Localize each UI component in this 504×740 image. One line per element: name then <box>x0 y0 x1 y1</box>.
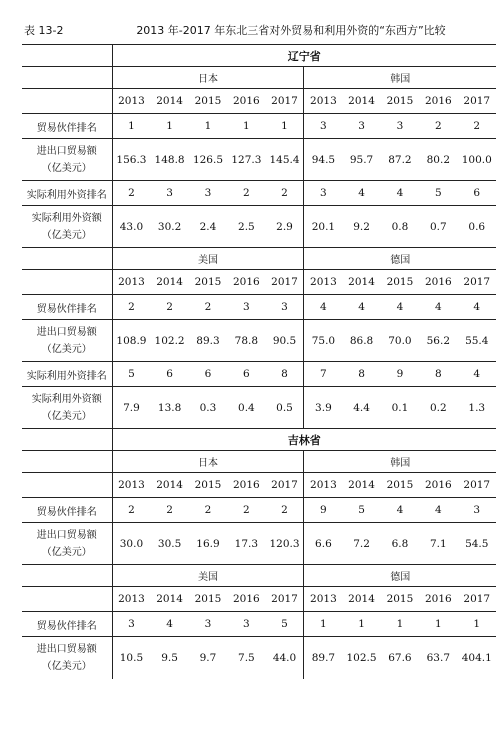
corner-cell <box>22 67 112 89</box>
row-label-unit: （亿美元） <box>41 410 92 422</box>
row-label <box>22 139 112 181</box>
data-row <box>22 498 496 523</box>
data-cell: 100.0 <box>458 139 496 181</box>
row-label-line: 进出口贸易额 <box>36 529 97 541</box>
country-name-right: 德国 <box>304 565 496 587</box>
data-cell: 4 <box>458 295 496 320</box>
data-cell: 17.3 <box>227 523 265 565</box>
row-label-unit: （亿美元） <box>41 660 92 672</box>
row-label <box>22 637 112 679</box>
country-name-right: 德国 <box>304 248 496 270</box>
row-label <box>22 523 112 565</box>
data-cell: 30.2 <box>150 206 188 248</box>
data-cell: 1 <box>419 612 457 637</box>
data-cell: 404.1 <box>458 637 496 679</box>
data-cell: 2 <box>189 498 227 523</box>
data-cell: 148.8 <box>150 139 188 181</box>
data-cell: 3 <box>227 612 265 637</box>
data-cell: 1 <box>227 114 265 139</box>
data-cell: 2 <box>112 498 150 523</box>
data-row <box>22 362 496 387</box>
year-header: 2017 <box>458 89 496 114</box>
country-name-right: 韩国 <box>304 451 496 473</box>
row-label: 贸易伙伴排名 <box>22 612 112 637</box>
data-cell: 2 <box>112 295 150 320</box>
data-cell: 9 <box>381 362 419 387</box>
data-cell: 67.6 <box>381 637 419 679</box>
data-cell: 43.0 <box>112 206 150 248</box>
row-label-unit: （亿美元） <box>41 546 92 558</box>
data-cell: 3 <box>266 295 304 320</box>
data-cell: 94.5 <box>304 139 342 181</box>
country-name-left: 日本 <box>112 451 304 473</box>
row-label: 实际利用外资排名 <box>22 181 112 206</box>
row-label <box>22 320 112 362</box>
row-label-line: 进出口贸易额 <box>36 643 97 655</box>
data-cell: 2 <box>266 498 304 523</box>
data-cell: 9.2 <box>342 206 380 248</box>
data-cell: 44.0 <box>266 637 304 679</box>
data-cell: 6 <box>227 362 265 387</box>
corner-cell <box>22 270 112 295</box>
data-cell: 6.6 <box>304 523 342 565</box>
data-cell: 1 <box>381 612 419 637</box>
data-cell: 5 <box>112 362 150 387</box>
data-cell: 30.0 <box>112 523 150 565</box>
data-cell: 30.5 <box>150 523 188 565</box>
data-cell: 75.0 <box>304 320 342 362</box>
data-cell: 7.5 <box>227 637 265 679</box>
data-cell: 1 <box>150 114 188 139</box>
data-cell: 3 <box>227 295 265 320</box>
data-cell: 13.8 <box>150 387 188 429</box>
data-cell: 3 <box>458 498 496 523</box>
data-row <box>22 387 496 429</box>
data-cell: 0.3 <box>189 387 227 429</box>
data-cell: 0.7 <box>419 206 457 248</box>
data-cell: 2 <box>189 295 227 320</box>
year-header: 2015 <box>381 473 419 498</box>
row-label-line: 实际利用外资额 <box>31 212 102 224</box>
province-row <box>22 429 496 451</box>
data-cell: 4 <box>342 295 380 320</box>
data-cell: 4 <box>381 498 419 523</box>
year-header: 2014 <box>342 89 380 114</box>
year-header: 2015 <box>189 587 227 612</box>
data-cell: 7.1 <box>419 523 457 565</box>
data-cell: 1 <box>112 114 150 139</box>
row-label <box>22 206 112 248</box>
year-header: 2013 <box>304 587 342 612</box>
data-cell: 1 <box>342 612 380 637</box>
data-cell: 8 <box>266 362 304 387</box>
year-header: 2013 <box>304 89 342 114</box>
data-cell: 4 <box>419 498 457 523</box>
data-cell: 2 <box>458 114 496 139</box>
data-cell: 0.6 <box>458 206 496 248</box>
year-header: 2014 <box>342 587 380 612</box>
row-label-unit: （亿美元） <box>41 162 92 174</box>
data-cell: 7.2 <box>342 523 380 565</box>
data-cell: 102.5 <box>342 637 380 679</box>
data-row <box>22 139 496 181</box>
data-cell: 78.8 <box>227 320 265 362</box>
data-cell: 5 <box>419 181 457 206</box>
data-row <box>22 320 496 362</box>
country-name-left: 美国 <box>112 565 304 587</box>
year-header: 2016 <box>419 270 457 295</box>
corner-cell <box>22 429 112 451</box>
data-cell: 56.2 <box>419 320 457 362</box>
data-cell: 108.9 <box>112 320 150 362</box>
data-cell: 5 <box>342 498 380 523</box>
data-cell: 3 <box>189 181 227 206</box>
data-cell: 2 <box>150 498 188 523</box>
year-row <box>22 89 496 114</box>
data-cell: 4 <box>342 181 380 206</box>
data-cell: 0.1 <box>381 387 419 429</box>
data-cell: 3 <box>381 114 419 139</box>
data-cell: 4.4 <box>342 387 380 429</box>
data-cell: 4 <box>150 612 188 637</box>
data-cell: 2 <box>266 181 304 206</box>
row-label-unit: （亿美元） <box>41 343 92 355</box>
year-header: 2016 <box>419 587 457 612</box>
data-row <box>22 612 496 637</box>
year-header: 2015 <box>381 587 419 612</box>
data-cell: 3 <box>189 612 227 637</box>
data-row <box>22 637 496 679</box>
data-row <box>22 114 496 139</box>
data-cell: 54.5 <box>458 523 496 565</box>
province-row <box>22 45 496 67</box>
data-cell: 0.4 <box>227 387 265 429</box>
year-row <box>22 473 496 498</box>
data-cell: 2.5 <box>227 206 265 248</box>
country-row <box>22 565 496 587</box>
year-header: 2015 <box>189 89 227 114</box>
data-cell: 2 <box>112 181 150 206</box>
data-cell: 2 <box>227 181 265 206</box>
year-header: 2017 <box>266 89 304 114</box>
province-name: 辽宁省 <box>112 45 496 67</box>
data-cell: 0.8 <box>381 206 419 248</box>
year-header: 2017 <box>266 587 304 612</box>
year-header: 2016 <box>227 587 265 612</box>
data-cell: 80.2 <box>419 139 457 181</box>
data-row <box>22 295 496 320</box>
row-label: 贸易伙伴排名 <box>22 498 112 523</box>
data-cell: 3 <box>112 612 150 637</box>
year-header: 2016 <box>227 473 265 498</box>
data-cell: 95.7 <box>342 139 380 181</box>
country-name-right: 韩国 <box>304 67 496 89</box>
data-cell: 89.7 <box>304 637 342 679</box>
year-header: 2017 <box>458 270 496 295</box>
data-cell: 1 <box>304 612 342 637</box>
year-header: 2014 <box>342 473 380 498</box>
data-cell: 89.3 <box>189 320 227 362</box>
data-cell: 1 <box>458 612 496 637</box>
data-cell: 2 <box>150 295 188 320</box>
year-header: 2013 <box>304 270 342 295</box>
data-cell: 6 <box>189 362 227 387</box>
row-label-line: 进出口贸易额 <box>36 145 97 157</box>
country-name-left: 日本 <box>112 67 304 89</box>
data-cell: 6.8 <box>381 523 419 565</box>
data-row <box>22 523 496 565</box>
data-cell: 2.4 <box>189 206 227 248</box>
row-label-line: 实际利用外资额 <box>31 393 102 405</box>
data-cell: 5 <box>266 612 304 637</box>
province-name: 吉林省 <box>112 429 496 451</box>
year-header: 2016 <box>419 89 457 114</box>
data-cell: 4 <box>458 362 496 387</box>
data-row <box>22 181 496 206</box>
corner-cell <box>22 473 112 498</box>
data-cell: 4 <box>381 181 419 206</box>
data-cell: 86.8 <box>342 320 380 362</box>
data-cell: 55.4 <box>458 320 496 362</box>
year-header: 2013 <box>112 270 150 295</box>
year-row <box>22 587 496 612</box>
data-cell: 120.3 <box>266 523 304 565</box>
year-header: 2016 <box>227 89 265 114</box>
data-cell: 126.5 <box>189 139 227 181</box>
country-row <box>22 451 496 473</box>
data-cell: 9 <box>304 498 342 523</box>
year-header: 2013 <box>112 473 150 498</box>
row-label: 贸易伙伴排名 <box>22 114 112 139</box>
data-cell: 3 <box>304 181 342 206</box>
data-cell: 87.2 <box>381 139 419 181</box>
row-label: 实际利用外资排名 <box>22 362 112 387</box>
data-cell: 1 <box>189 114 227 139</box>
country-row <box>22 67 496 89</box>
corner-cell <box>22 587 112 612</box>
table-title: 2013 年-2017 年东北三省对外贸易和利用外资的“东西方”比较 <box>136 24 446 37</box>
corner-cell <box>22 45 112 67</box>
year-header: 2017 <box>266 270 304 295</box>
data-cell: 0.5 <box>266 387 304 429</box>
data-cell: 1.3 <box>458 387 496 429</box>
data-cell: 7 <box>304 362 342 387</box>
data-cell: 3.9 <box>304 387 342 429</box>
data-cell: 70.0 <box>381 320 419 362</box>
data-cell: 127.3 <box>227 139 265 181</box>
corner-cell <box>22 248 112 270</box>
data-cell: 156.3 <box>112 139 150 181</box>
data-cell: 0.2 <box>419 387 457 429</box>
year-header: 2013 <box>112 587 150 612</box>
data-cell: 7.9 <box>112 387 150 429</box>
table-number: 表 13-2 <box>24 24 64 37</box>
data-cell: 2 <box>419 114 457 139</box>
data-cell: 4 <box>381 295 419 320</box>
year-header: 2014 <box>150 587 188 612</box>
year-header: 2015 <box>189 473 227 498</box>
year-header: 2016 <box>227 270 265 295</box>
corner-cell <box>22 565 112 587</box>
year-header: 2015 <box>189 270 227 295</box>
data-cell: 145.4 <box>266 139 304 181</box>
row-label-unit: （亿美元） <box>41 229 92 241</box>
data-cell: 4 <box>419 295 457 320</box>
data-cell: 2.9 <box>266 206 304 248</box>
data-cell: 4 <box>304 295 342 320</box>
year-header: 2015 <box>381 89 419 114</box>
year-header: 2014 <box>150 473 188 498</box>
data-row <box>22 206 496 248</box>
data-cell: 2 <box>227 498 265 523</box>
corner-cell <box>22 89 112 114</box>
data-cell: 8 <box>419 362 457 387</box>
year-header: 2014 <box>150 89 188 114</box>
data-cell: 16.9 <box>189 523 227 565</box>
data-cell: 3 <box>304 114 342 139</box>
data-cell: 63.7 <box>419 637 457 679</box>
corner-cell <box>22 451 112 473</box>
row-label: 贸易伙伴排名 <box>22 295 112 320</box>
country-name-left: 美国 <box>112 248 304 270</box>
data-cell: 102.2 <box>150 320 188 362</box>
data-cell: 6 <box>458 181 496 206</box>
data-cell: 20.1 <box>304 206 342 248</box>
year-header: 2013 <box>304 473 342 498</box>
data-cell: 8 <box>342 362 380 387</box>
year-header: 2016 <box>419 473 457 498</box>
data-cell: 3 <box>342 114 380 139</box>
year-header: 2014 <box>342 270 380 295</box>
data-cell: 1 <box>266 114 304 139</box>
data-cell: 9.5 <box>150 637 188 679</box>
year-header: 2017 <box>458 587 496 612</box>
comparison-table <box>22 44 496 679</box>
data-cell: 6 <box>150 362 188 387</box>
data-cell: 9.7 <box>189 637 227 679</box>
data-cell: 10.5 <box>112 637 150 679</box>
year-header: 2017 <box>458 473 496 498</box>
row-label <box>22 387 112 429</box>
year-header: 2014 <box>150 270 188 295</box>
year-header: 2013 <box>112 89 150 114</box>
row-label-line: 进出口贸易额 <box>36 326 97 338</box>
year-row <box>22 270 496 295</box>
data-cell: 3 <box>150 181 188 206</box>
year-header: 2017 <box>266 473 304 498</box>
year-header: 2015 <box>381 270 419 295</box>
table-header <box>0 20 504 40</box>
country-row <box>22 248 496 270</box>
data-cell: 90.5 <box>266 320 304 362</box>
